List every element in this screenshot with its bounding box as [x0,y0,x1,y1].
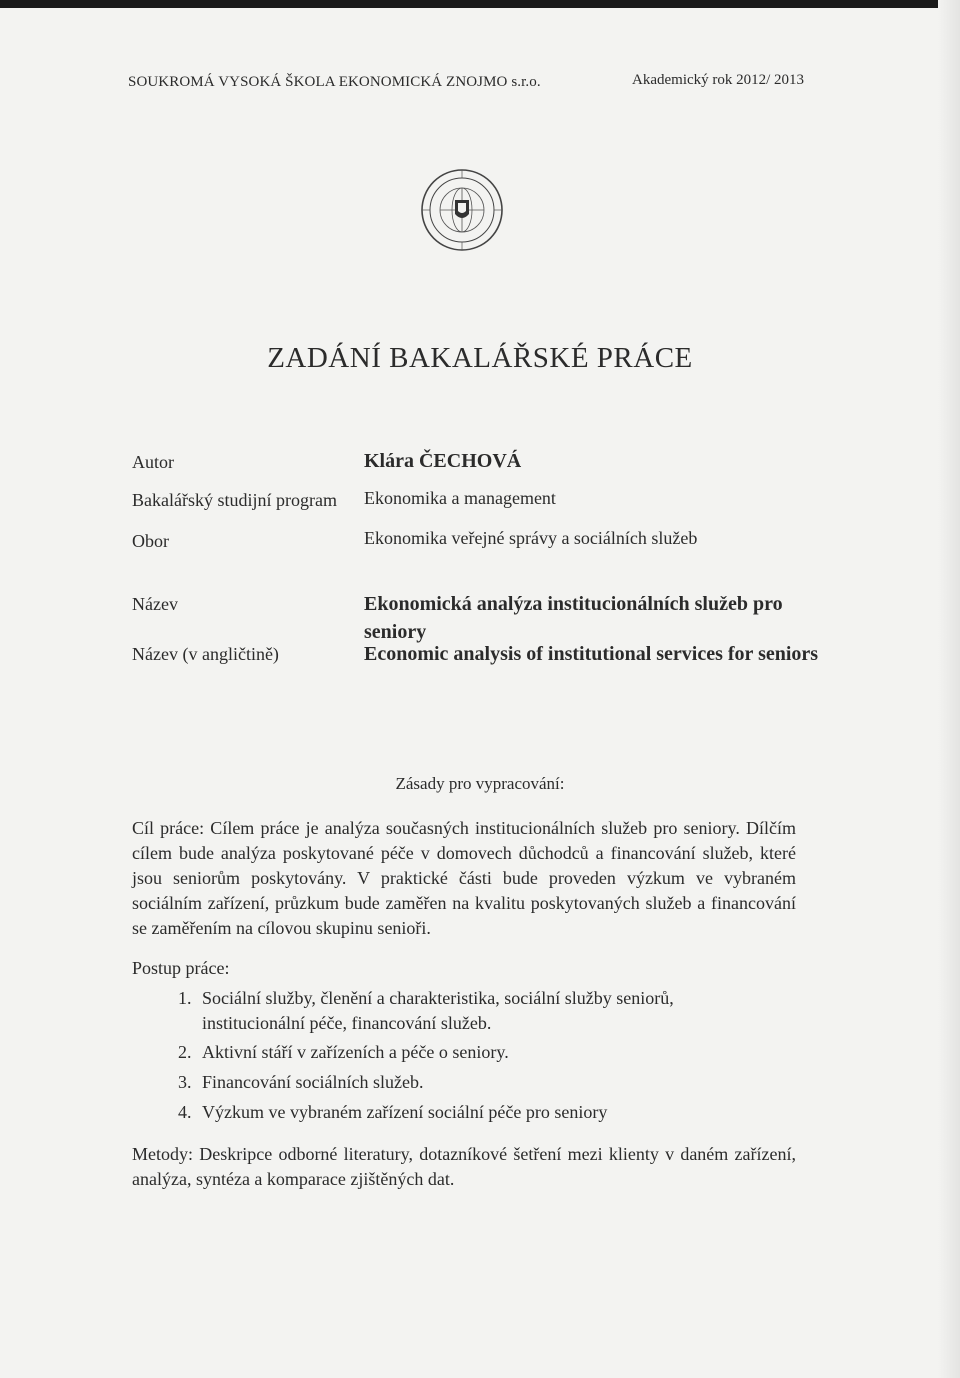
field-label: Obor [132,531,169,551]
school-name: SOUKROMÁ VYSOKÁ ŠKOLA EKONOMICKÁ ZNOJMO s.r.o. [128,74,541,90]
procedure-step [178,1100,698,1125]
academic-year: Akademický rok 2012/ 2013 [632,72,805,88]
thesis-title-value: Ekonomická analýza institucionálních služeb pro seniory [364,593,783,643]
author-label: Autor [132,452,174,472]
document-title: ZADÁNÍ BAKALÁŘSKÉ PRÁCE [267,342,693,374]
field-value: Ekonomika veřejné správy a sociálních služeb [364,528,698,548]
step-text: Výzkum ve vybraném zařízení sociální péče pro seniory [202,1102,608,1122]
thesis-title-en-label: Název (v angličtině) [132,644,279,664]
goal-paragraph: Cíl práce: Cílem práce je analýza současných institucionálních služeb pro seniory. Dílčím cílem bude analýza poskytované péče v domovech důchodců a financování služeb, které jsou seniorům poskytovány. V praktické části bude proveden výzkum ve vybraném sociálním zařízení, průzkum bude zaměřen na kvalitu poskytovaných služeb a financování se zaměřením na cílovou skupinu senioři. [132,818,796,938]
thesis-title-en-value: Economic analysis of institutional services for seniors [364,643,819,665]
procedure-step [178,1070,698,1095]
step-number: 2. [178,1042,192,1062]
guidelines-heading: Zásady pro vypracování: [395,774,565,793]
procedure-step [178,1040,698,1065]
program-value: Ekonomika a management [364,488,556,508]
procedure-heading: Postup práce: [132,958,230,978]
step-number: 1. [178,988,192,1008]
methods-paragraph: Metody: Deskripce odborné literatury, dotazníkové šetření mezi klienty v daném zařízení, analýza, syntéza a komparace zjištěných dat. [132,1144,796,1189]
step-number: 3. [178,1072,192,1092]
program-label: Bakalářský studijní program [132,490,337,510]
scan-top-edge [0,0,960,8]
step-text: Aktivní stáří v zařízeních a péče o seniory. [202,1042,509,1062]
step-text: Financování sociálních služeb. [202,1072,424,1092]
scan-right-edge [938,0,960,1378]
thesis-title-label: Název [132,594,178,614]
procedure-step [178,986,698,1036]
step-text: Sociální služby, členění a charakteristika, sociální služby seniorů, institucionální péče, financování služeb. [202,988,674,1033]
author-value: Klára ČECHOVÁ [364,450,522,472]
university-seal-icon [420,168,504,252]
step-number: 4. [178,1102,192,1122]
